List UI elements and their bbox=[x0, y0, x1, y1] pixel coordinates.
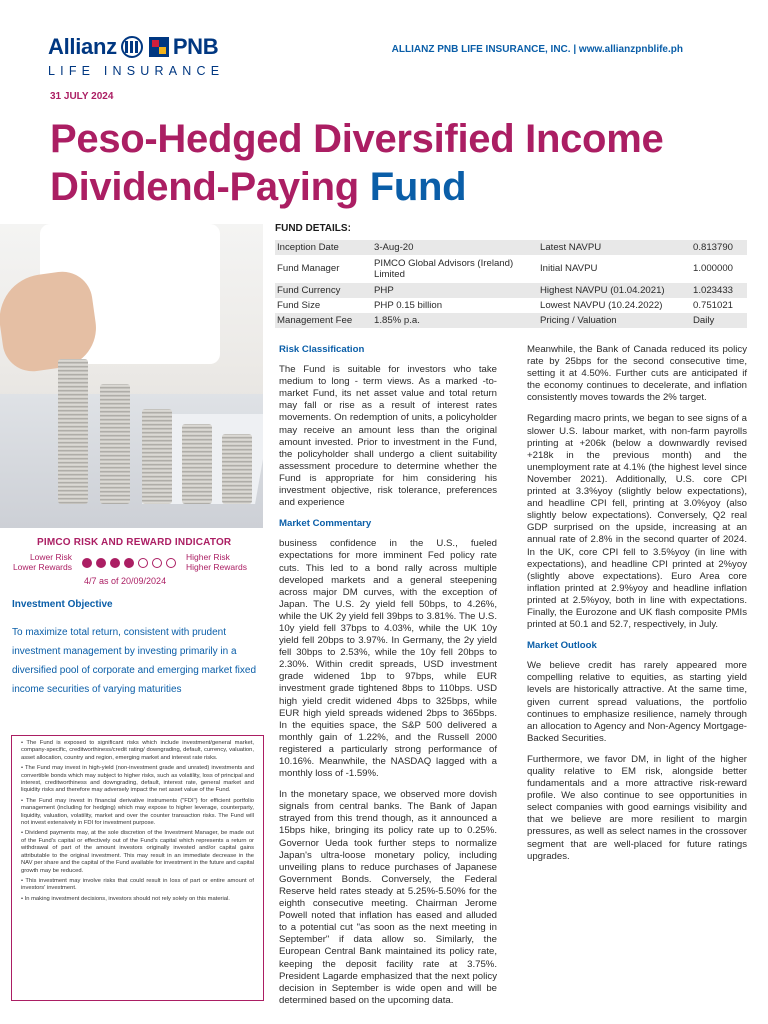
risk-level-dot bbox=[138, 558, 148, 568]
allianz-wordmark: Allianz bbox=[48, 34, 117, 59]
risk-level-dot bbox=[124, 558, 134, 568]
disclaimer-item: • The Fund is exposed to significant risks which include investment/general market, company-specific, creditworthiness/credit rating/ downgrading, default, currency, valuation, asset allocation, country and region, emerging market and interest rate risks. bbox=[21, 740, 254, 761]
risk-classification-heading: Risk Classification bbox=[279, 344, 365, 355]
table-row: Fund Currency PHP Highest NAVPU (01.04.2021) 1.023433 bbox=[275, 283, 747, 298]
fund-details-heading: FUND DETAILS: bbox=[275, 223, 351, 234]
commentary-paragraph: In the monetary space, we observed more dovish signals from central banks. The Bank of Japan strayed from this trend though, as it announced a 15bps hike, bringing its policy rate up to 0.25%. Governor Ueda took further steps to normalize Japan's ultra-loose monetary policy, including unveiling plans to reduce purchases of Japanese Government Bonds. Conversely, the Federal Reserve held rates steady at 5.25%-5.50% for the eighth consecutive meeting. Chairman Jerome Powell noted that inflation has eased and alluded to a potential cut "as soon as the next meeting in September" if data allow so. Similarly, the European Central Bank maintained its policy rate, keeping the deposit facility rate at 3.75%. President Lagarde emphasized that the next policy decision in September is wide open and will be determined based on the upcoming data. bbox=[279, 789, 497, 1006]
title-accent: Fund bbox=[369, 165, 467, 209]
market-outlook-heading: Market Outlook bbox=[527, 640, 597, 652]
right-column bbox=[527, 344, 747, 872]
fund-details-table bbox=[275, 240, 747, 328]
title-main: Peso-Hedged Diversified Income Dividend-Paying bbox=[50, 117, 664, 209]
risk-classification-section bbox=[279, 344, 497, 1016]
risk-high-label: Higher Risk Higher Rewards bbox=[186, 552, 247, 572]
allianz-eagle-icon bbox=[121, 36, 143, 58]
risk-disclosure-box bbox=[11, 735, 264, 1001]
risk-classification-text: The Fund is suitable for investors who take medium to long - term views. As a marked -to-market Fund, its net asset value and total return may fall or rise as a result of interest rates movements. On redemption of units, a policyholder may receive an amount less than the original amount invested. Prior to investment in the Fund, the policyholder shall undergo a client suitability assessment procedure to determine whether the Fund is appropriate for him considering his investment objective, risk tolerance, preferences and experience bbox=[279, 364, 497, 509]
logo-subtitle: LIFE INSURANCE bbox=[48, 64, 225, 78]
risk-level-dot bbox=[96, 558, 106, 568]
disclaimer-item: • This investment may involve risks that could result in loss of part or entire amount of investors' investment. bbox=[21, 877, 254, 892]
report-date: 31 JULY 2024 bbox=[50, 91, 114, 102]
risk-level-dot bbox=[152, 558, 162, 568]
commentary-paragraph: Regarding macro prints, we began to see signs of a slower U.S. labour market, with non-farm payrolls printing at +206k (below a downwardly revised +218k in the previous month) and the unemployment rate at 4.1% (the highest level since November 2021). Additionally, U.S. core CPI printed at 3.3%yoy (slightly below expectations), and headline CPI fell, printing at 3.0%yoy (also slightly below expectations). Conversely, Q2 real GDP surprised on the upside, increasing at an annual rate of 2.8% in the second quarter of 2024. In the UK, core CPI fell to 3.5%yoy (in line with expectations), and headline CPI printed at 2%yoy (slightly above expectations). Euro Area core inflation printed at 2.9%yoy and headline inflation printed at 2.5%yoy, both in line with expectations. Finally, the Eurozone and UK flash composite PMIs printed at 50.1 and 52.7, respectively, in July. bbox=[527, 413, 747, 631]
objective-heading: Investment Objective bbox=[12, 599, 113, 610]
outlook-paragraph: We believe credit has rarely appeared more compelling relative to equities, as starting yield levels are historically attractive. At the same time, given current spread valuations, the portfolio continues to emphasize resilience, namely through an allocation to Agency and Non-Agency Mortgage-Backed Securities. bbox=[527, 660, 747, 744]
page-title bbox=[50, 115, 750, 211]
commentary-paragraph: Meanwhile, the Bank of Canada reduced its policy rate by 25bps for the second consecutive time, setting it at 4.50%. Further cuts are anticipated if the economy continues to decelerate, and inflation consistently moves towards the 2% target. bbox=[527, 344, 747, 404]
company-logo bbox=[48, 34, 248, 84]
risk-scale bbox=[82, 558, 176, 568]
risk-level-dot bbox=[110, 558, 120, 568]
table-row: Fund Manager PIMCO Global Advisors (Ireland) Limited Initial NAVPU 1.000000 bbox=[275, 255, 747, 283]
disclaimer-item: • The Fund may invest in high-yield (non-investment grade and unrated) investments and convertible bonds which may subject to higher risks, such as volatility, loss of principal and interest, creditworthiness and downgrading, default, interest rate, general market and liquidity risks and therefore may adversely impact the net asset value of the Fund. bbox=[21, 765, 254, 794]
company-header: ALLIANZ PNB LIFE INSURANCE, INC. | www.allianzpnblife.ph bbox=[391, 44, 683, 55]
pnb-mark-icon bbox=[149, 37, 169, 57]
risk-as-of: 4/7 as of 20/09/2024 bbox=[84, 576, 167, 586]
risk-level-dot bbox=[82, 558, 92, 568]
market-commentary-heading: Market Commentary bbox=[279, 518, 372, 530]
table-row: Inception Date 3-Aug-20 Latest NAVPU 0.813790 bbox=[275, 240, 747, 255]
table-row: Management Fee 1.85% p.a. Pricing / Valuation Daily bbox=[275, 313, 747, 328]
outlook-paragraph: Furthermore, we favor DM, in light of the higher quality relative to EM risk, alongside better fundamentals and a more attractive risk-reward profile. We also continue to see opportunities in select companies with good earnings visibility and that we believe are more resilient to margin pressures, as well as select names in the crossover segment that are well-placed for future ratings upgrades. bbox=[527, 753, 747, 862]
coin-stacks-photo bbox=[0, 224, 263, 528]
risk-low-label: Lower Risk Lower Rewards bbox=[12, 552, 72, 572]
disclaimer-item: • Dividend payments may, at the sole discretion of the Investment Manager, be made out of the Fund's capital or effectively out of the Fund's capital which represents a return or withdrawal of part of the amount investors originally invested and/or capital gains attributable to the original investment. This may result in an immediate decrease in the NAV per share and the capital of the Fund available for investment in the future and capital growth may be reduced. bbox=[21, 830, 254, 874]
table-row: Fund Size PHP 0.15 billion Lowest NAVPU (10.24.2022) 0.751021 bbox=[275, 298, 747, 313]
risk-indicator-title: PIMCO RISK AND REWARD INDICATOR bbox=[37, 537, 232, 548]
risk-level-dot bbox=[166, 558, 176, 568]
pnb-wordmark: PNB bbox=[172, 34, 219, 59]
commentary-paragraph: business confidence in the U.S., fueled expectations for more imminent Fed policy rate cuts. This led to a bond rally across multiple developed markets and a general steepening across major DM curves, with the exception of Japan. The U.S. 2y yield fell 50bps, to 4.26%, while the UK 2y yield fell 39bps to 3.81%. The U.S. 10y yield fell 37bps to 4.03%, while the UK 10y yield fell 20bps to 3.97%. In Germany, the 2y yield fell 30bps to 2.53%, while the 10y fell 20bps to 2.30%. Within credit spreads, USD investment grade widened 1bp to 97bps, while EUR investment grade tightened 8bps to 110bps. USD high yield credit widened 4bps to 325bps, while EUR high yield spreads widened 2bps to 365bps. In the equities space, the S&P 500 delivered a monthly gain of 1.22%, and the Russell 2000 registered a particularly strong performance of 10.16%. Meanwhile, the NASDAQ lagged with a monthly loss of -1.59%. bbox=[279, 538, 497, 780]
disclaimer-item: • In making investment decisions, investors should not rely solely on this material. bbox=[21, 895, 230, 902]
objective-text: To maximize total return, consistent with prudent investment management by investing primarily in a diversified pool of corporate and emerging market fixed income securities of varying maturities bbox=[12, 627, 257, 695]
disclaimer-item: • The Fund may invest in financial derivative instruments ("FDI") for efficient portfolio management (including for hedging) which may expose to higher leverage, counterparty, liquidity, valuation, volatility, market and over the counter transaction risks. The Fund will not invest extensively in FDI for investment purpose. bbox=[21, 797, 254, 827]
